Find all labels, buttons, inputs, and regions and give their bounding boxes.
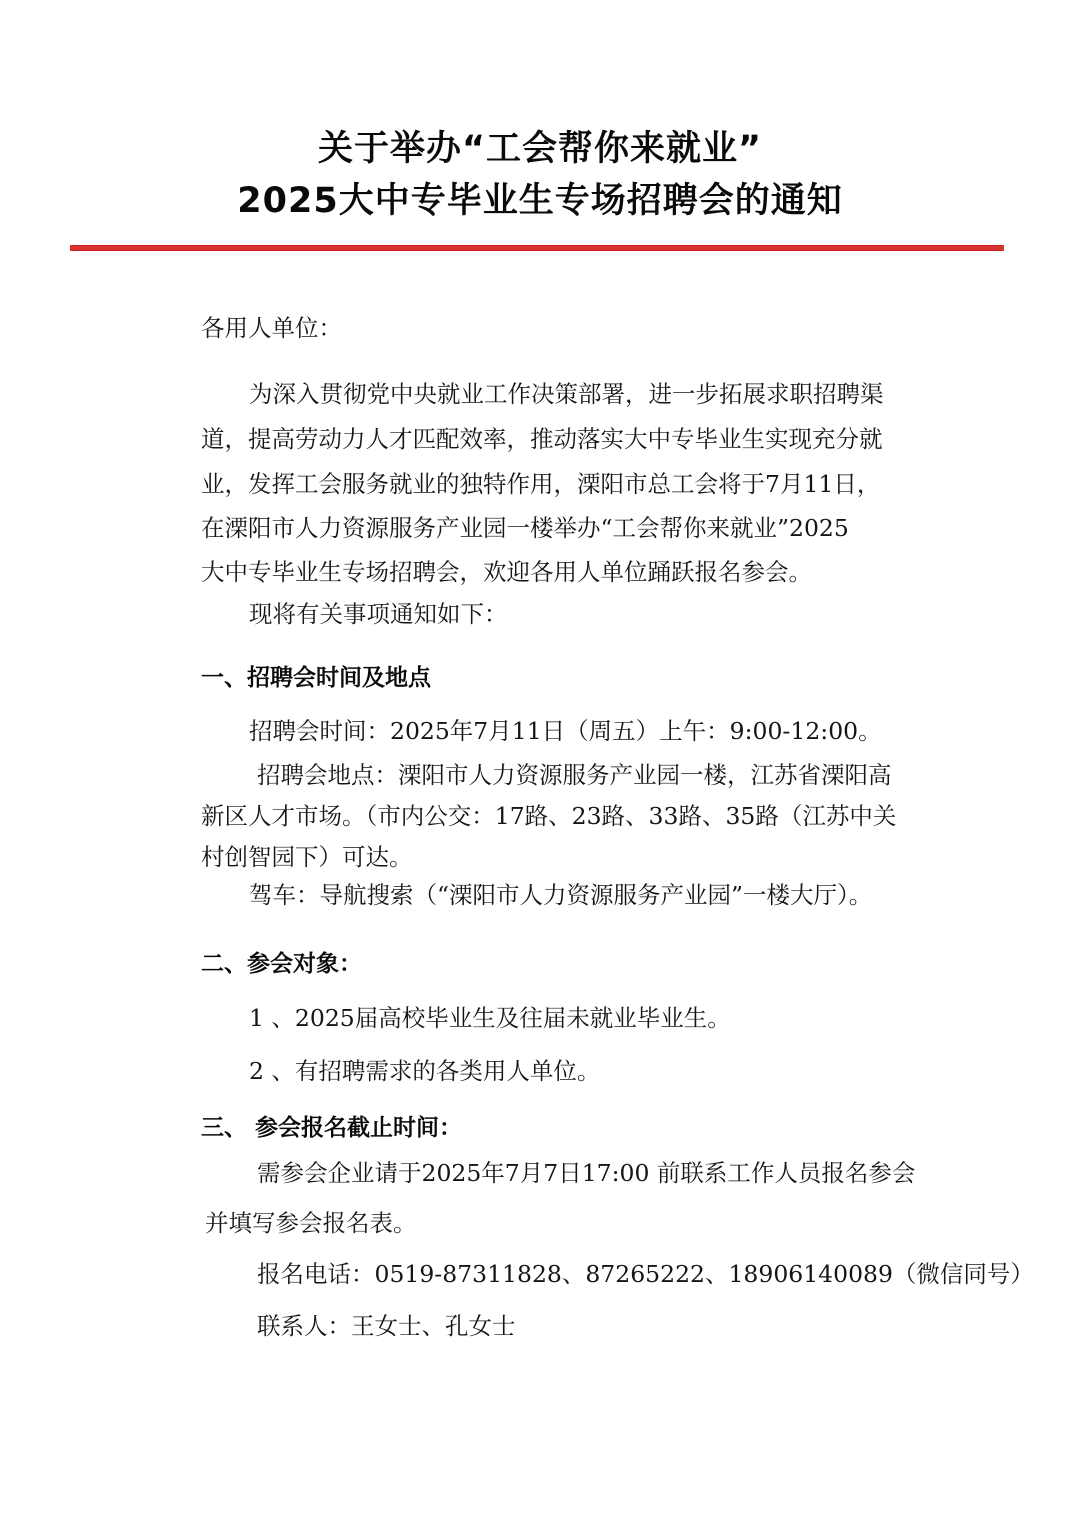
- intro-line: 在溧阳市人力资源服务产业园一楼举办“工会帮你来就业”2025: [201, 514, 849, 542]
- section-3-heading: 三、 参会报名截止时间：: [201, 1115, 463, 1141]
- fair-location-line: 招聘会地点：溧阳市人力资源服务产业园一楼，江苏省溧阳高: [257, 761, 892, 789]
- intro-line: 业，发挥工会服务就业的独特作用，溧阳市总工会将于7月11日，: [201, 470, 881, 498]
- notice-title-line-1: 关于举办“工会帮你来就业”: [317, 129, 762, 169]
- intro-line: 大中专毕业生专场招聘会，欢迎各用人单位踊跃报名参会。: [201, 558, 812, 586]
- red-divider: [70, 245, 1004, 251]
- intro-line: 道，提高劳动力人才匹配效率，推动落实大中专毕业生实现充分就: [201, 425, 883, 453]
- section-2-heading: 二、参会对象：: [201, 951, 362, 977]
- notice-title-line-2: 2025大中专毕业生专场招聘会的通知: [237, 181, 843, 221]
- participant-item: 1 、2025届高校毕业生及往届未就业毕业生。: [249, 1004, 731, 1032]
- driving-directions: 驾车：导航搜索（“溧阳市人力资源服务产业园”一楼大厅）。: [249, 881, 873, 909]
- fair-time: 招聘会时间：2025年7月11日（周五）上午：9:00-12:00。: [249, 717, 882, 745]
- fair-location-line: 新区人才市场。（市内公交：17路、23路、33路、35路（江苏中关: [201, 802, 897, 830]
- deadline-line: 需参会企业请于2025年7月7日17:00 前联系工作人员报名参会: [257, 1159, 916, 1187]
- section-1-heading: 一、招聘会时间及地点: [201, 665, 431, 691]
- salutation: 各用人单位：: [201, 314, 342, 342]
- intro-line: 现将有关事项通知如下：: [249, 600, 508, 628]
- intro-line: 为深入贯彻党中央就业工作决策部署，进一步拓展求职招聘渠: [249, 380, 884, 408]
- fair-location-line: 村创智园下）可达。: [201, 843, 413, 871]
- deadline-line: 并填写参会报名表。: [205, 1209, 417, 1237]
- participant-item: 2 、有招聘需求的各类用人单位。: [249, 1057, 601, 1085]
- registration-phone: 报名电话：0519-87311828、87265222、18906140089（微信同号）: [257, 1260, 1034, 1288]
- contact-person: 联系人：王女士、孔女士: [257, 1312, 516, 1340]
